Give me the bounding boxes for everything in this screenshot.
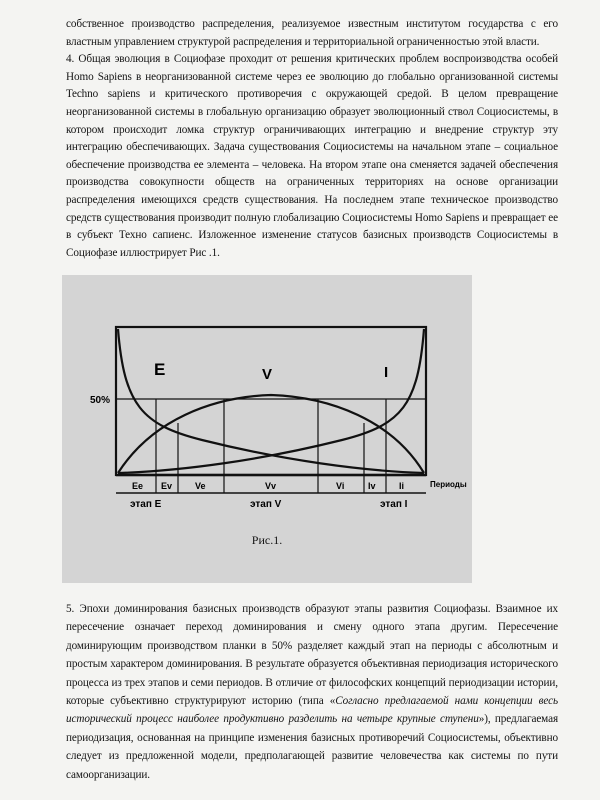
- figure-caption: Рис.1.: [251, 533, 283, 547]
- paragraph-body-part2: »), предлагаемая периодизация, основанная на принципе изменения базисных противоречий Социосистемы, объективно следует из предложенной модели, предполагающей развитие человечества как системы по пути самоорганизации.: [66, 713, 558, 781]
- chart-frame: [116, 327, 426, 475]
- paragraph-5: [66, 600, 558, 784]
- curve-e: [118, 329, 424, 473]
- quoted-italic-text: Согласно предлагаемой нами концепции весь исторический процесс наиболее продуктивно разделить на четыре крупные ступени: [66, 695, 558, 726]
- period-label: Vv: [265, 481, 277, 491]
- period-label: Ev: [161, 481, 173, 491]
- y-marker-label: 50%: [90, 395, 111, 406]
- figure-1: [62, 275, 472, 583]
- item-number: 4.: [66, 53, 75, 66]
- curve-label-v: V: [262, 366, 273, 383]
- stage-label-i: этап I: [380, 499, 408, 510]
- period-label: Iv: [368, 481, 376, 491]
- stage-label-v: этап V: [250, 499, 282, 510]
- period-label: Ve: [195, 481, 206, 491]
- paragraph-continuation: собственное производство распределения, реализуемое известным институтом государства с его властным управлением структурой распределения и территориальной ограниченностью этой власти.: [66, 18, 558, 48]
- period-label: Vi: [336, 481, 345, 491]
- item-number: 5.: [66, 603, 75, 615]
- curve-label-e: E: [154, 360, 166, 379]
- paragraph-body-part1: Эпохи доминирования базисных производств образуют этапы развития Социофазы. Взаимное их пересечение означает переход доминирования и смену одного этапа другим. Пересечение доминирующим производством планки в 50% разделяет каждый этап на периоды с абсолютным и простым характером доминирования. В результате образуется объективная периодизация исторического процесса из трех этапов и семи периодов. В отличие от философских концепций периодизации истории, которые субъективно структурируют историю (типа «: [66, 603, 559, 708]
- chart-svg: [62, 275, 472, 515]
- curve-i: [118, 329, 424, 473]
- period-label: Ee: [132, 481, 144, 491]
- paragraph-body: Общая эволюция в Социофазе проходит от решения критических проблем воспроизводства особей Homo Sapiens в неорганизованной системе через ее эволюцию до глобально организованной системы Techno sapiens и критического противоречия с окружающей средой. В целом превращение неорганизованной системы в глобальную организацию образует эволюционный ствол Социосистемы, в котором происходит ломка структур ограничивающих интеграцию и внедрение структур эту интеграцию обеспечивающих. Задача существования Социосистемы на начальном этапе – социальное обеспечение производства ее элемента – человека. На втором этапе она сменяется задачей обеспечения производства совокупности обществ на ограниченных территориях на основе организации распределения имеющихся средств существования. На последнем этапе техническое производство средств существования производит полную глобализацию Социосистемы Homo Sapiens и превращает ее в субъект Техно сапиенс. Изложенное изменение статусов базисных производств Социосистемы в Социофазе иллюстрирует Рис .1.: [66, 53, 558, 259]
- curve-v: [118, 395, 424, 473]
- curve-label-i: I: [384, 364, 389, 381]
- x-axis-label: Периоды: [430, 480, 467, 489]
- paragraph-4: [66, 16, 558, 262]
- period-label: Ii: [399, 481, 405, 491]
- stage-label-e: этап E: [130, 499, 162, 510]
